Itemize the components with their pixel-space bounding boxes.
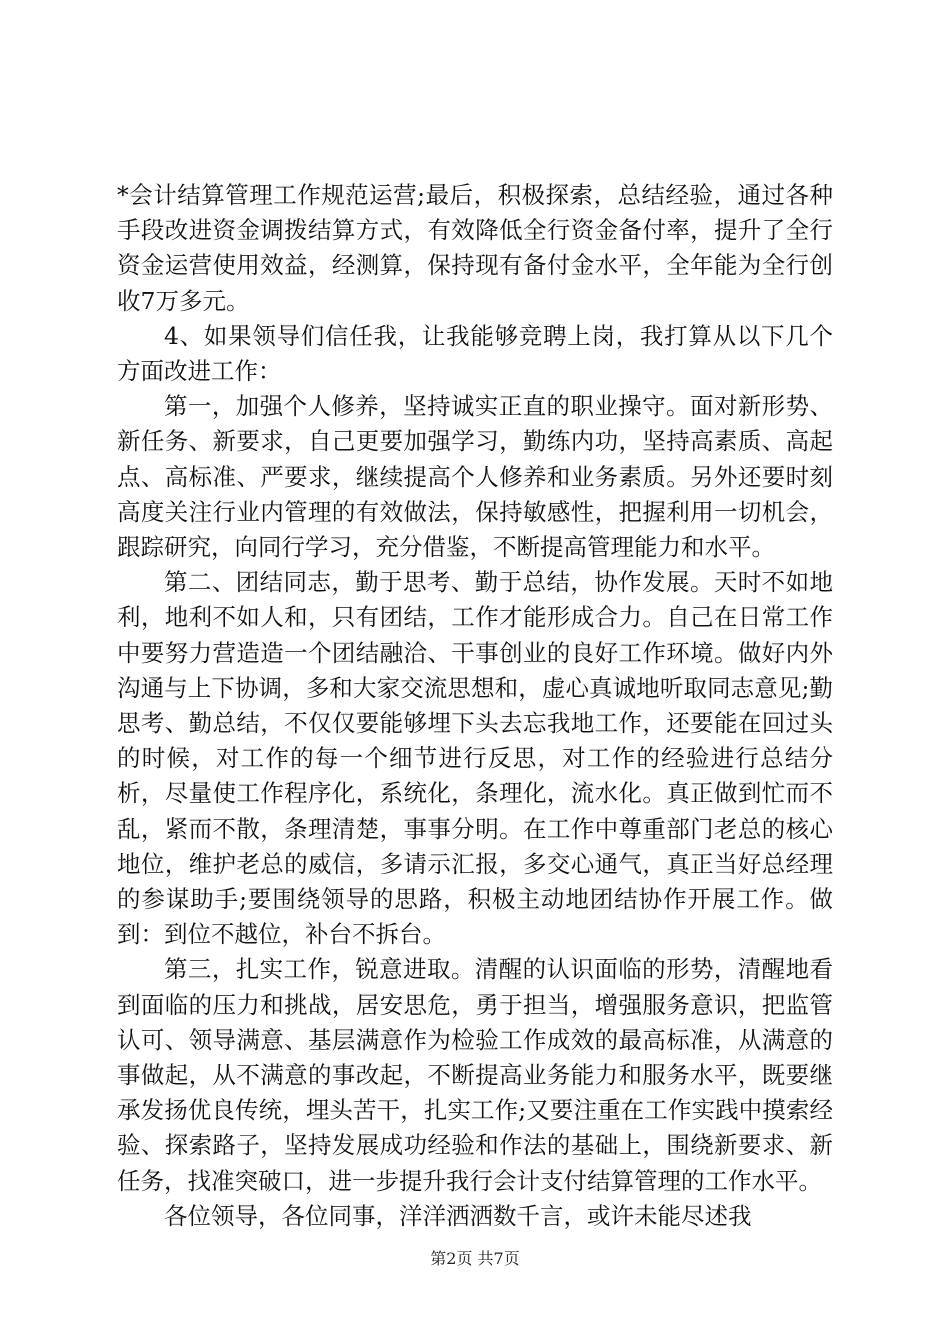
paragraph-6: 各位领导，各位同事，洋洋洒洒数千言，或许未能尽述我 [164,1201,752,1230]
paragraph-1: *会计结算管理工作规范运营;最后，积极探索，总结经验，通过各种手段改进资金调拨结算方式，有效降低全行资金备付率，提升了全行资金运营使用效益，经测算，保持现有备付金水平，全年能为全行创收7万多元。 [117,181,833,315]
paragraph-3: 第一，加强个人修养，坚持诚实正直的职业操守。面对新形势、新任务、新要求，自己更要加强学习，勤练内功，坚持高素质、高起点、高标准、严要求，继续提高个人修养和业务素质。另外还要时刻高度关注行业内管理的有效做法，保持敏感性，把握利用一切机会，跟踪研究，向同行学习，充分借鉴，不断提高管理能力和水平。 [117,392,833,562]
paragraph-4: 第二、团结同志，勤于思考、勤于总结，协作发展。天时不如地利，地利不如人和，只有团结，工作才能形成合力。自己在日常工作中要努力营造造一个团结融洽、干事创业的良好工作环境。做好内外沟通与上下协调，多和大家交流思想和，虚心真诚地听取同志意见;勤思考、勤总结，不仅仅要能够埋下头去忘我地工作，还要能在回过头的时候，对工作的每一个细节进行反思，对工作的经验进行总结分析，尽量使工作程序化，系统化，条理化，流水化。真正做到忙而不乱，紧而不散，条理清楚，事事分明。在工作中尊重部门老总的核心地位，维护老总的威信，多请示汇报，多交心通气，真正当好总经理的参谋助手;要围绕领导的思路，积极主动地团结协作开展工作。做到：到位不越位，补台不拆台。 [117,568,833,949]
page-footer [0,1249,950,1269]
paragraph-5: 第三，扎实工作，锐意进取。清醒的认识面临的形势，清醒地看到面临的压力和挑战，居安思危，勇于担当，增强服务意识，把监管认可、领导满意、基层满意作为检验工作成效的最高标准，从满意的事做起，从不满意的事改起，不断提高业务能力和服务水平，既要继承发扬优良传统，埋头苦干，扎实工作;又要注重在工作实践中摸索经验、探索路子，坚持发展成功经验和作法的基础上，围绕新要求、新任务，找准突破口，进一步提升我行会计支付结算管理的工作水平。 [117,955,833,1195]
page-number-label: 第2页 共7页 [430,1249,520,1268]
document-body [117,178,833,1234]
paragraph-2: 4、如果领导们信任我，让我能够竞聘上岗，我打算从以下几个方面改进工作： [117,321,833,386]
